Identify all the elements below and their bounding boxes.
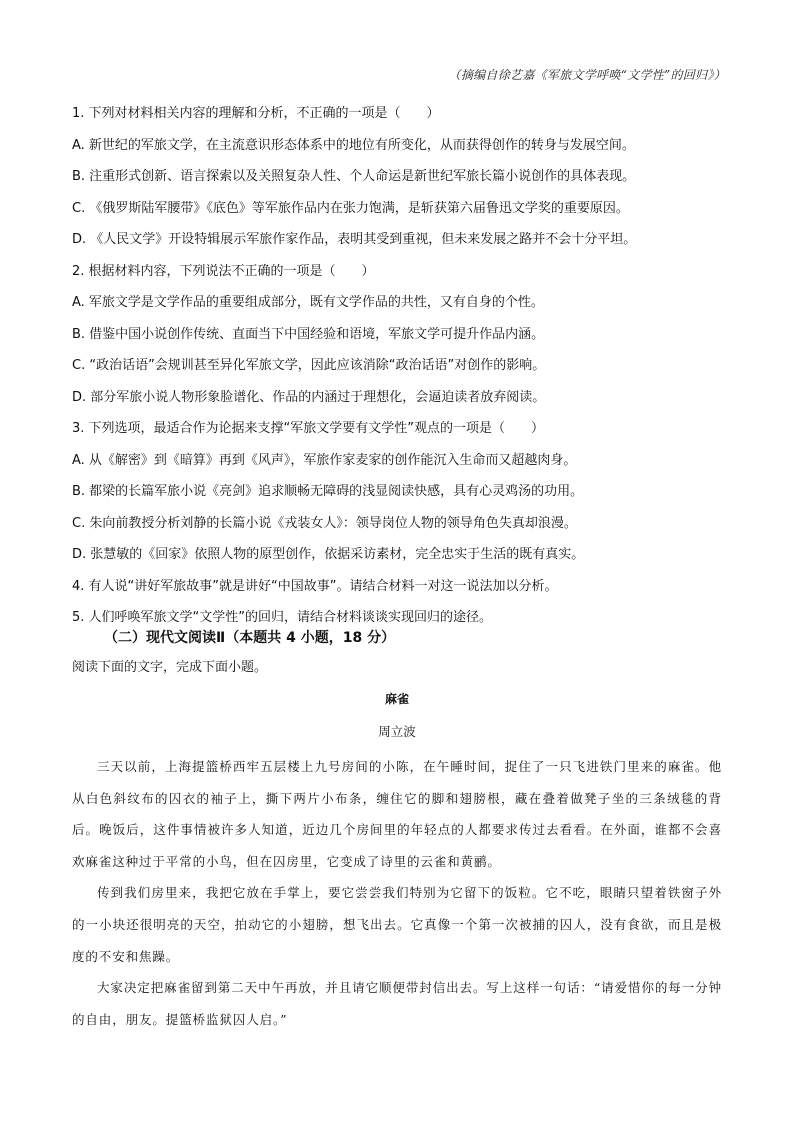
story-paragraph: 传到我们房里来，我把它放在手掌上，要它尝尝我们特别为它留下的饭粒。它不吃，眼睛只望着铁窗子外的一小块还很明亮的天空，拍动它的小翅膀，想飞出去。它真像一个第一次被捕的囚人，没有食欲，而且是极度的不安和焦躁。 bbox=[72, 885, 722, 964]
story-paragraph: 三天以前，上海提篮桥西牢五层楼上九号房间的小陈，在午睡时间，捉住了一只飞进铁门里来的麻雀。他从白色斜纹布的囚衣的袖子上，撕下两片小布条，缠住它的脚和翅膀根，藏在叠着做凳子坐的三条绒毯的背后。晚饭后，这件事情被许多人知道，近边几个房间里的年轻点的人都要求传过去看看。在外面，谁都不会喜欢麻雀这种过于平常的小鸟，但在囚房里，它变成了诗里的云雀和黄鹂。 bbox=[72, 759, 722, 869]
question-line: C. 《俄罗斯陆军腰带》《底色》等军旅作品内在张力饱满，是斩获第六届鲁迅文学奖的重要原因。 bbox=[72, 200, 629, 216]
question-line: 4. 有人说“讲好军旅故事”就是讲好“中国故事”。请结合材料一对这一说法加以分析。 bbox=[72, 578, 558, 594]
question-list bbox=[72, 98, 722, 634]
question-line: 3. 下列选项，最适合作为论据来支撑“军旅文学要有文学性”观点的一项是（ ） bbox=[72, 421, 545, 436]
question-line: D. 张慧敏的《回家》依照人物的原型创作，依据采访素材，完全忠实于生活的既有真实。 bbox=[72, 547, 585, 562]
question-line: 1. 下列对材料相关内容的理解和分析，不正确的一项是（ ） bbox=[72, 106, 440, 121]
question-line: A. 新世纪的军旅文学，在主流意识形态体系中的地位有所变化，从而获得创作的转身与发展空间。 bbox=[72, 137, 635, 153]
story-author: 周立波 bbox=[378, 724, 416, 739]
question-line: 2. 根据材料内容，下列说法不正确的一项是（ ） bbox=[72, 263, 375, 279]
question-line: B. 注重形式创新、语言探索以及关照复杂人性、个人命运是新世纪军旅长篇小说创作的具体表现。 bbox=[72, 169, 636, 184]
question-line: D. 《人民文学》开设特辑展示军旅作家作品，表明其受到重视，但未来发展之路并不会十分平坦。 bbox=[72, 232, 637, 247]
question-line: B. 都梁的长篇军旅小说《亮剑》追求顺畅无障碍的浅显阅读快感，具有心灵鸡汤的功用。 bbox=[72, 484, 584, 499]
story-paragraph: 大家决定把麻雀留到第二天中午再放，并且请它顺便带封信出去。写上这样一句话：“请爱惜你的每一分钟的自由，朋友。提篮桥监狱囚人启。” bbox=[72, 980, 722, 1027]
question-line: D. 部分军旅小说人物形象脸谱化、作品的内涵过于理想化，会逼迫读者放弃阅读。 bbox=[72, 389, 546, 405]
question-line: A. 从《解密》到《暗算》再到《风声》，军旅作家麦家的创作能沉入生命而又超越肉身。 bbox=[72, 452, 577, 468]
section-title: （二）现代文阅读Ⅱ（本题共 4 小题，18 分） bbox=[104, 630, 396, 646]
story-title: 麻雀 bbox=[384, 692, 409, 706]
question-line: C. “政治话语”会规训甚至异化军旅文学，因此应该消除“政治话语”对创作的影响。 bbox=[72, 358, 546, 373]
question-line: A. 军旅文学是文学作品的重要组成部分，既有文学作品的共性，又有自身的个性。 bbox=[72, 295, 544, 310]
reading-instruction: 阅读下面的文字，完成下面小题。 bbox=[72, 660, 268, 675]
question-line: C. 朱向前教授分析刘静的长篇小说《戎装女人》：领导岗位人物的领导角色失真却浪漫。 bbox=[72, 515, 577, 531]
story-body bbox=[72, 751, 722, 1035]
source-note: （摘编自徐艺嘉《军旅文学呼唤“文学性”的回归》） bbox=[448, 68, 726, 82]
question-line: B. 借鉴中国小说创作传统、直面当下中国经验和语境，军旅文学可提升作品内涵。 bbox=[72, 326, 545, 342]
question-line: 5. 人们呼唤军旅文学“文学性”的回归，请结合材料谈谈实现回归的途径。 bbox=[72, 610, 493, 625]
